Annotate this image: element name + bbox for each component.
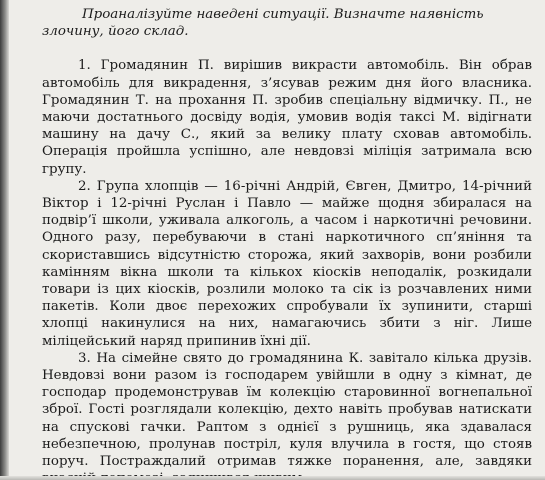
page-binding-shadow xyxy=(0,0,9,480)
page-bottom-edge xyxy=(0,476,545,480)
task-instruction: Проаналізуйте наведені ситуації. Визначте наявність злочину, його склад. xyxy=(42,7,484,40)
text-block xyxy=(42,6,532,480)
situation-2: 2. Група хлопців — 16-річні Андрій, Євген, Дмитро, 14-річний Віктор і 12-річні Руслан і Павло — майже щодня збиралася на подвір’ї школи, уживала алкоголь, а часом і наркотичні речовини. Одного разу, перебуваючи в стані наркотичного сп’яніння та скориставшись відсутністю сторожа, який захворів, вони розбили камінням вікна школи та кількох кіосків неподалік, розкидали товари із цих кіосків, розлили молоко та сік із розчавлених ними пакетів. Коли двоє перехожих спробували їх зупинити, старші хлопці накинулися на них, намагаючись збити з ніг. Лише міліцейський наряд припинив їхні дії. xyxy=(42,178,532,349)
situation-3: 3. На сімейне свято до громадянина К. завітало кілька друзів. Невдовзі вони разом із господарем увійшли в одну з кімнат, де господар продемонстрував їм колекцію старовинної вогнепальної зброї. Гості розглядали колекцію, дехто навіть пробував натискати на спускові гачки. Раптом з однієї з рушниць, яка здавалася небезпечною, пролунав постріл, куля влучила в гостя, що стояв поруч. Постраждалий отримав тяжке поранення, але, завдяки xyxy=(42,350,532,470)
situation-1: 1. Громадянин П. вирішив викрасти автомобіль. Він обрав автомобіль для викрадення, з’ясував режим дня його власника. Громадянин Т. на прохання П. зробив спеціальну відмичку. П., не маючи достатнього досвіду водія, умовив водія таксі М. відігнати машину на дачу С., який за велику плату сховав автомобіль. Операція пройшла успішно, але невдовзі міліція затримала всю групу. xyxy=(42,58,532,177)
